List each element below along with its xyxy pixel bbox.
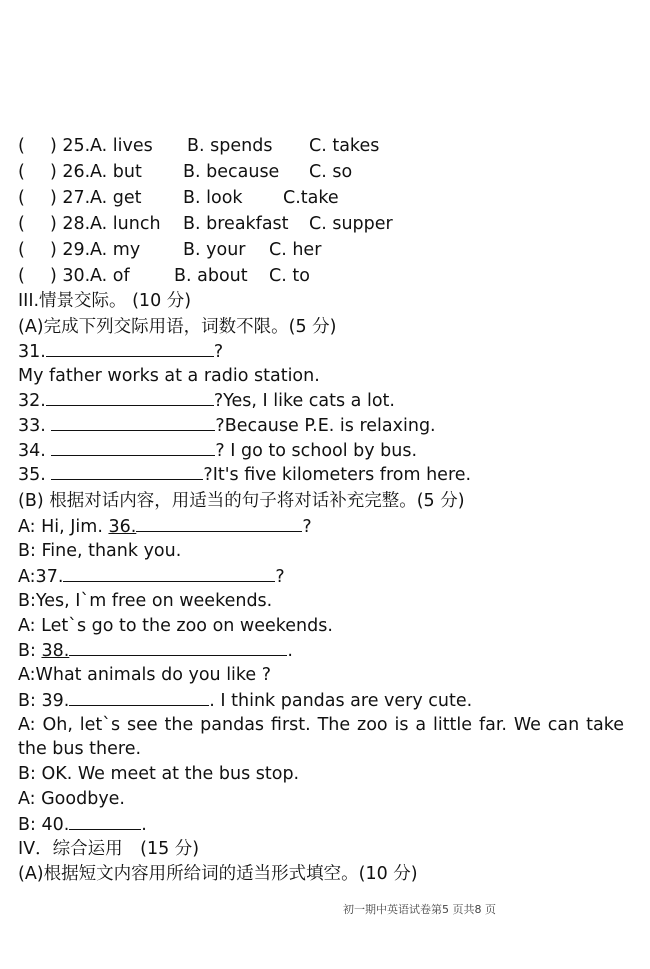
question-33	[18, 413, 632, 438]
dialogue-tail: .	[287, 641, 293, 661]
dialogue-line: A:What animals do you like ?	[18, 665, 272, 685]
mc-option-c: C. to	[269, 266, 310, 286]
mc-option-b: B. breakfast	[183, 214, 289, 234]
page-footer: 初一期中英语试卷第5 页共8 页	[343, 903, 496, 916]
dialogue-prefix: B: 39.	[18, 691, 70, 711]
dialogue-line: A: Oh, let`s see the pandas first. The zoo is a little far. We can take the bus there.	[18, 715, 624, 759]
dialogue-line-38	[18, 638, 632, 663]
answer-blank[interactable]	[46, 339, 214, 357]
dialogue-line-37	[18, 564, 632, 589]
section-3-part-b-title: (B) 根据对话内容，用适当的句子将对话补充完整。(5 分)	[18, 491, 465, 511]
mc-paren-open: (	[18, 188, 25, 208]
question-31	[18, 339, 632, 364]
answer-blank[interactable]	[51, 462, 203, 480]
answer-blank[interactable]	[136, 514, 302, 532]
mc-question-number: ) 28.	[50, 214, 91, 234]
dialogue-prefix: B: 40.	[18, 815, 70, 835]
mc-option-a: A. get	[90, 188, 142, 208]
question-32	[18, 388, 632, 413]
dialogue-line-40	[18, 812, 632, 837]
mc-option-b: B. look	[183, 188, 243, 208]
dialogue-prefix: A:37.	[18, 567, 64, 587]
mc-paren-open: (	[18, 266, 25, 286]
mc-option-c: C. so	[309, 162, 353, 182]
mc-option-a: A. my	[90, 240, 141, 260]
question-tail: ?Yes, I like cats a lot.	[213, 391, 395, 411]
dialogue-line-36	[18, 514, 632, 539]
dialogue-line: A: Goodbye.	[18, 789, 125, 809]
answer-blank[interactable]	[63, 564, 275, 582]
section-4-part-a-title: (A)根据短文内容用所给词的适当形式填空。(10 分)	[18, 864, 418, 884]
question-35	[18, 462, 632, 487]
answer-31: My father works at a radio station.	[18, 366, 320, 386]
question-number: 35.	[18, 465, 52, 485]
mc-question-number: ) 30.	[50, 266, 91, 286]
mc-option-c: C. takes	[309, 136, 380, 156]
question-number: 31.	[18, 342, 46, 362]
answer-blank[interactable]	[69, 812, 141, 830]
mc-option-b: B. because	[183, 162, 280, 182]
dialogue-line: B:Yes, I`m free on weekends.	[18, 591, 273, 611]
answer-blank[interactable]	[46, 388, 214, 406]
dialogue-tail: . I think pandas are very cute.	[209, 691, 473, 711]
question-number: 36.	[108, 517, 137, 537]
dialogue-tail: ?	[302, 517, 312, 537]
question-34	[18, 438, 632, 463]
mc-option-b: B. spends	[187, 136, 273, 156]
question-tail: ?	[213, 342, 224, 362]
section-3-part-a-title: (A)完成下列交际用语，词数不限。(5 分)	[18, 317, 337, 337]
dialogue-line: A: Let`s go to the zoo on weekends.	[18, 616, 333, 636]
question-number: 34.	[18, 441, 52, 461]
mc-question-number: ) 25.	[50, 136, 91, 156]
mc-option-a: A. of	[90, 266, 130, 286]
mc-paren-open: (	[18, 136, 25, 156]
mc-paren-open: (	[18, 162, 25, 182]
dialogue-line: B: Fine, thank you.	[18, 541, 182, 561]
mc-option-a: A. but	[90, 162, 142, 182]
question-tail: ?Because P.E. is relaxing.	[215, 416, 436, 436]
dialogue-prefix: A: Hi, Jim.	[18, 517, 109, 537]
answer-blank[interactable]	[69, 688, 209, 706]
mc-question-number: ) 26.	[50, 162, 91, 182]
section-3-title: III.情景交际。 (10 分)	[18, 291, 192, 311]
mc-option-b: B. your	[183, 240, 246, 260]
question-number: 33.	[18, 416, 52, 436]
question-tail: ?It's five kilometers from here.	[203, 465, 472, 485]
mc-paren-open: (	[18, 214, 25, 234]
mc-option-a: A. lunch	[90, 214, 161, 234]
mc-option-c: C.take	[283, 188, 339, 208]
section-4-title: IV．综合运用 (15 分)	[18, 839, 200, 859]
mc-option-b: B. about	[174, 266, 248, 286]
dialogue-prefix: B:	[18, 641, 42, 661]
mc-question-number: ) 29.	[50, 240, 91, 260]
question-number: 38.	[41, 641, 70, 661]
mc-option-c: C. supper	[309, 214, 393, 234]
dialogue-line-39	[18, 688, 632, 713]
answer-blank[interactable]	[51, 413, 215, 431]
mc-option-c: C. her	[269, 240, 322, 260]
answer-blank[interactable]	[69, 638, 287, 656]
question-tail: ? I go to school by bus.	[215, 441, 418, 461]
dialogue-tail: ?	[275, 567, 285, 587]
answer-blank[interactable]	[51, 438, 215, 456]
question-number: 32.	[18, 391, 46, 411]
dialogue-tail: .	[141, 815, 147, 835]
mc-paren-open: (	[18, 240, 25, 260]
mc-question-number: ) 27.	[50, 188, 91, 208]
mc-option-a: A. lives	[90, 136, 153, 156]
dialogue-line: B: OK. We meet at the bus stop.	[18, 764, 300, 784]
